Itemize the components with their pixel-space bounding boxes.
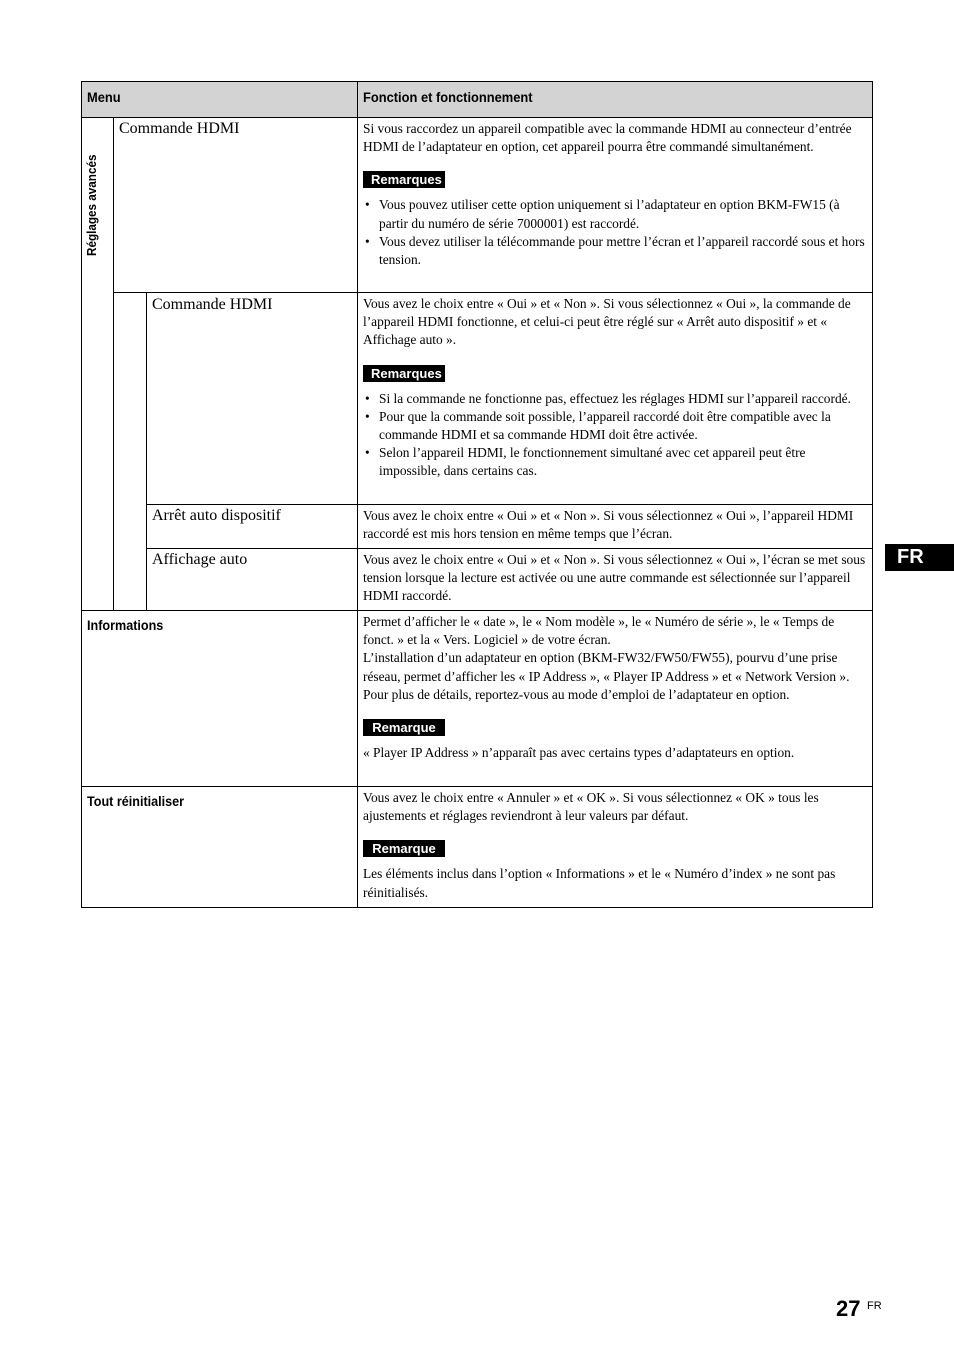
list-item: • Selon l’appareil HDMI, le fonctionnement simultané avec cet appareil peut être impossible, dans certains cas.	[365, 445, 806, 479]
row-divider	[146, 504, 873, 505]
page-number-suffix: FR	[867, 1300, 882, 1312]
notes-badge: Remarques	[363, 171, 445, 188]
column-divider	[146, 292, 147, 610]
description-text: L’installation d’un adaptateur en option (BKM-FW32/FW50/FW55), pourvu d’une prise réseau, permet d’afficher les « IP Address », « Player IP Address » et « Network Version ». Pour plus de détails, reportez-vous au mode d’emploi de l’adaptateur en option.	[363, 650, 850, 702]
menu-item-hdmi-control-sub: Commande HDMI	[152, 296, 273, 313]
column-divider	[357, 81, 358, 908]
note-text: « Player IP Address » n’apparaît pas avec certains types d’adaptateurs en option.	[363, 745, 795, 761]
note-text: Les éléments inclus dans l’option « Informations » et le « Numéro d’index » ne sont pas réinitialisés.	[363, 866, 836, 900]
header-divider	[81, 117, 873, 118]
section-reset-all: Tout réinitialiser	[87, 793, 185, 809]
description-text: Si vous raccordez un appareil compatible avec la commande HDMI au connecteur d’entrée HDMI de l’adaptateur en option, cet appareil pourra être commandé simultanément.	[363, 121, 852, 155]
row-divider	[146, 548, 873, 549]
list-item: • Pour que la commande soit possible, l’appareil raccordé doit être compatible avec la commande HDMI et sa commande HDMI doit être activée.	[365, 408, 831, 443]
list-item: • Vous devez utiliser la télécommande pour mettre l’écran et l’appareil raccordé sous et hors tension.	[365, 233, 865, 268]
settings-table	[81, 81, 873, 908]
description-auto-power-off	[363, 507, 866, 543]
note-badge: Remarque	[363, 840, 445, 857]
advanced-settings-label: Réglages avancés	[84, 154, 99, 256]
notes-list	[363, 390, 866, 481]
note-badge: Remarque	[363, 719, 445, 736]
list-item: • Si la commande ne fonctionne pas, effectuez les réglages HDMI sur l’appareil raccordé.	[365, 390, 851, 406]
menu-item-hdmi-control: Commande HDMI	[119, 120, 240, 137]
description-hdmi-control	[363, 120, 866, 269]
table-border-left	[81, 81, 82, 908]
description-auto-display	[363, 551, 866, 606]
description-text: Vous avez le choix entre « Oui » et « Non ». Si vous sélectionnez « Oui », la commande de l’appareil HDMI fonctionne, et celui-ci peut être réglé sur « Arrêt auto dispositif » et « Affichage auto ».	[363, 296, 851, 348]
list-item: • Vous pouvez utiliser cette option uniquement si l’adaptateur en option BKM-FW15 (à partir du numéro de série 7000001) est raccordé.	[365, 197, 840, 231]
row-divider	[81, 786, 873, 787]
description-informations	[363, 613, 866, 762]
description-reset-all	[363, 789, 866, 902]
description-hdmi-control-sub	[363, 295, 866, 481]
table-border-bottom	[81, 907, 873, 908]
header-menu: Menu	[87, 89, 121, 105]
notes-badge: Remarques	[363, 365, 445, 382]
header-function: Fonction et fonctionnement	[363, 89, 533, 105]
row-divider	[113, 292, 873, 293]
table-border-top	[81, 81, 873, 82]
description-text: Vous avez le choix entre « Oui » et « Non ». Si vous sélectionnez « Oui », l’écran se met sous tension lorsque la lecture est activée ou une autre commande est sélectionnée sur l’appareil HDMI raccordé.	[363, 552, 866, 604]
description-text: Vous avez le choix entre « Annuler » et « OK ». Si vous sélectionnez « OK » tous les ajustements et réglages reviendront à leur valeurs par défaut.	[363, 790, 819, 824]
section-informations: Informations	[87, 617, 164, 633]
row-divider	[81, 610, 873, 611]
menu-item-auto-display: Affichage auto	[152, 551, 248, 568]
menu-item-auto-power-off: Arrêt auto dispositif	[152, 507, 281, 524]
column-divider	[113, 117, 114, 610]
description-text: Permet d’afficher le « date », le « Nom modèle », le « Numéro de série », le « Temps de fonct. » et la « Vers. Logiciel » de votre écran.	[363, 614, 835, 648]
description-text: Vous avez le choix entre « Oui » et « Non ». Si vous sélectionnez « Oui », l’appareil HDMI raccordé est mis hors tension en même temps que l’écran.	[363, 508, 854, 542]
notes-list	[363, 196, 866, 269]
table-border-right	[872, 81, 873, 908]
page-number: 27	[836, 1296, 861, 1321]
language-tab: FR	[885, 544, 954, 571]
